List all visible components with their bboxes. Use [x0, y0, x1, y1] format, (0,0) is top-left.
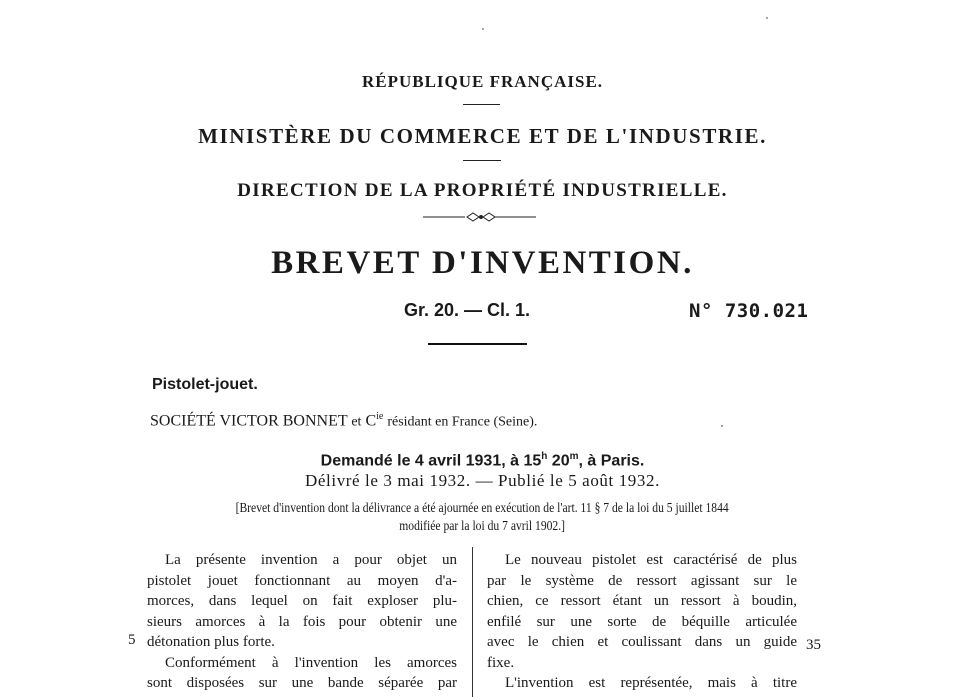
demande-suffix: , à Paris. — [578, 452, 645, 470]
ministere-heading: MINISTÈRE DU COMMERCE ET DE L'INDUSTRIE. — [198, 124, 767, 148]
scan-speck — [766, 17, 768, 19]
right-line-6: fixe. — [487, 654, 515, 671]
delivre-line: Délivré le 3 mai 1932. — Publié le 5 août 1932. — [305, 471, 660, 490]
right-line-3: chien, ce ressort étant un ressort à boudin, — [487, 593, 797, 609]
left-line-3: morces, dans lequel on fait exploser plu- — [147, 593, 457, 609]
applicant-line — [150, 411, 537, 430]
left-line-4: sieurs amorces à la fois pour obtenir une — [147, 613, 457, 630]
invention-subject: Pistolet-jouet. — [152, 376, 258, 393]
right-margin-line-number: 35 — [806, 637, 821, 653]
right-line-2: par le système de ressort agissant sur le — [487, 572, 797, 589]
minutes-text: 20 — [547, 452, 570, 470]
minutes-sup: m — [569, 451, 579, 462]
demande-text: Demandé le 4 avril 1931, à 15 — [320, 452, 542, 470]
brevet-title: BREVET D'INVENTION. — [271, 245, 694, 281]
scan-speck — [721, 425, 723, 427]
column-divider — [472, 547, 473, 697]
legal-note — [67, 499, 897, 535]
right-line-7: L'invention est représentée, mais à titre — [505, 675, 797, 691]
ornament-divider-icon — [423, 210, 536, 224]
right-line-5: avec le chien et coulissant dans un guide — [487, 634, 797, 650]
right-line-4: enfilé sur une sorte de béquille articulée — [487, 613, 797, 630]
applicant-residence: résidant en France (Seine). — [387, 414, 538, 430]
left-line-5: détonation plus forte. — [147, 634, 275, 650]
legal-note-line-2: modifiée par la loi du 7 avril 1902.] — [399, 518, 566, 533]
divider-rule — [463, 160, 501, 161]
group-class-label: Gr. 20. — Cl. 1. — [404, 300, 531, 320]
applicant-et: et — [351, 414, 362, 430]
right-line-1: Le nouveau pistolet est caractérisé de plus — [505, 552, 797, 568]
legal-note-line-1: [Brevet d'invention dont la délivrance a été ajournée en exécution de l'art. 11 § 7 de la loi du 5 juillet 1844 — [235, 500, 729, 515]
divider-rule — [463, 104, 500, 105]
republique-heading: RÉPUBLIQUE FRANÇAISE. — [361, 72, 604, 91]
left-line-2: pistolet jouet fonctionnant au moyen d'a- — [147, 572, 457, 589]
title-underline-rule — [428, 343, 527, 345]
patent-number: N° 730.021 — [689, 300, 809, 322]
left-column — [147, 550, 457, 694]
left-line-7: sont disposées sur une bande séparée par — [147, 675, 457, 691]
applicant-name: SOCIÉTÉ VICTOR BONNET — [150, 412, 348, 430]
left-margin-line-number: 5 — [128, 632, 136, 648]
left-line-1: La présente invention a pour objet un — [165, 552, 457, 568]
demande-line — [0, 451, 965, 470]
applicant-co: C — [365, 412, 377, 430]
direction-heading: DIRECTION DE LA PROPRIÉTÉ INDUSTRIELLE. — [237, 180, 728, 201]
applicant-co-sup: ie — [376, 411, 384, 422]
right-column — [487, 550, 797, 694]
scan-speck — [482, 28, 484, 30]
hour-sup: h — [541, 451, 548, 462]
left-line-6: Conformément à l'invention les amorces — [165, 654, 457, 671]
